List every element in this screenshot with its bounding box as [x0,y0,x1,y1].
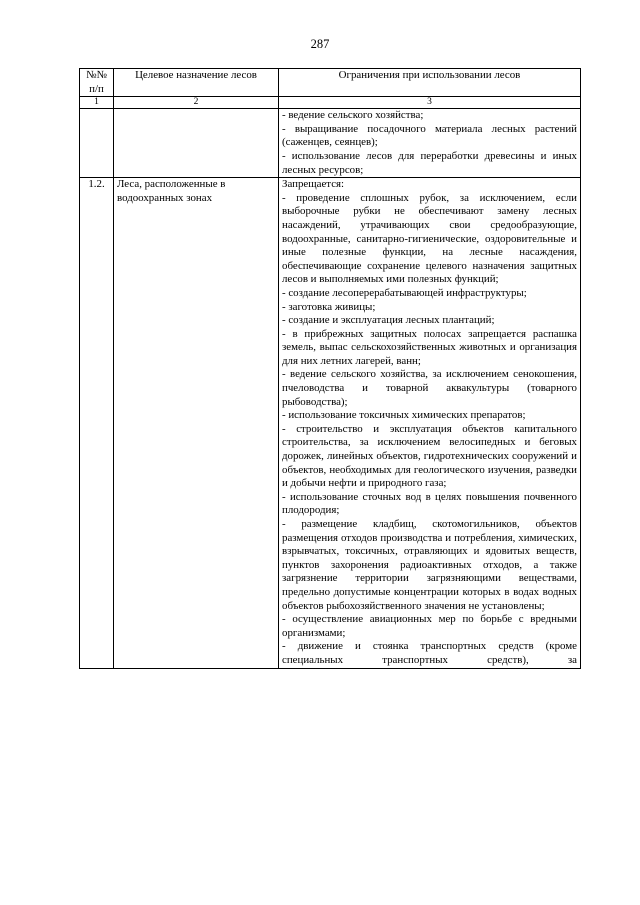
restriction-item: - осуществление авиационных мер по борьбе с вредными организмами; [282,613,577,639]
restriction-item: - строительство и эксплуатация объектов капитального строительства, за исключением велосипедных и беговых дорожек, линейных объектов, гидротехнических сооружений и объектов, необходимых для геологического изучения, разведки и добычи нефти и природного газа; [282,422,577,490]
restriction-item: - заготовка живицы; [282,300,376,313]
restriction-item: - размещение кладбищ, скотомогильников, объектов размещения отходов производства и потребления, химических, взрывчатых, токсичных, отравляющих и ядовитых веществ, пунктов захоронения радиоактивных отходов, а также загрязнение территории загрязняющими веществами, предельно допустимые концентрации которых в водах водных объектов рыбохозяйственного значения не установлены; [282,518,577,612]
restriction-item: - проведение сплошных рубок, за исключением, если выборочные рубки не обеспечивают замену лесных насаждений, утрачивающих свои средообразующие, водоохранные, санитарно-гигиенические, оздоровительные и иные полезные функции, на лесные насаждения, обеспечивающие сохранение целевого назначения защитных лесов и выполняемых ими полезных функций; [282,191,577,286]
header-restrictions: Ограничения при использовании лесов [279,69,581,97]
restriction-item: - использование лесов для переработки древесины и иных лесных ресурсов; [282,149,577,176]
restriction-item: - в прибрежных защитных полосах запрещается распашка земель, выпас сельскохозяйственных животных и организация для них летних лагерей, ванн; [282,327,577,367]
table-row-1-2 [80,178,581,668]
row-number: 1.2. [80,178,114,668]
restriction-item: - ведение сельского хозяйства, за исключением сенокошения, пчеловодства и товарной аквакультуры (товарного рыбоводства); [282,368,577,408]
column-number-row [80,97,581,109]
row-number-cell [80,109,114,178]
restriction-item: - создание лесоперерабатывающей инфраструктуры; [282,286,527,299]
table-row-continued [80,109,581,178]
restriction-item: - создание и эксплуатация лесных плантаций; [282,314,495,327]
restriction-item: - ведение сельского хозяйства; [282,109,424,122]
header-forest-purpose: Целевое назначение лесов [114,69,279,97]
column-number: 2 [114,97,279,109]
row-name-cell [114,109,279,178]
restriction-item: - выращивание посадочного материала лесных растений (саженцев, сеянцев); [282,122,577,149]
forest-restrictions-table [79,68,581,669]
restriction-item: - использование токсичных химических препаратов; [282,409,526,422]
page-number: 287 [310,37,330,51]
header-number: №№ п/п [80,69,114,97]
restrictions-cell [279,109,581,178]
table-header-row [80,69,581,97]
column-number: 1 [80,97,114,109]
forest-purpose-name: Леса, расположенные в водоохранных зонах [114,178,279,668]
restrictions-cell [279,178,581,668]
restriction-item: - использование сточных вод в целях повышения почвенного плодородия; [282,490,577,517]
restriction-item: - движение и стоянка транспортных средств (кроме специальных транспортных средств), за [282,640,577,666]
restriction-heading: Запрещается: [282,178,345,191]
column-number: 3 [279,97,581,109]
